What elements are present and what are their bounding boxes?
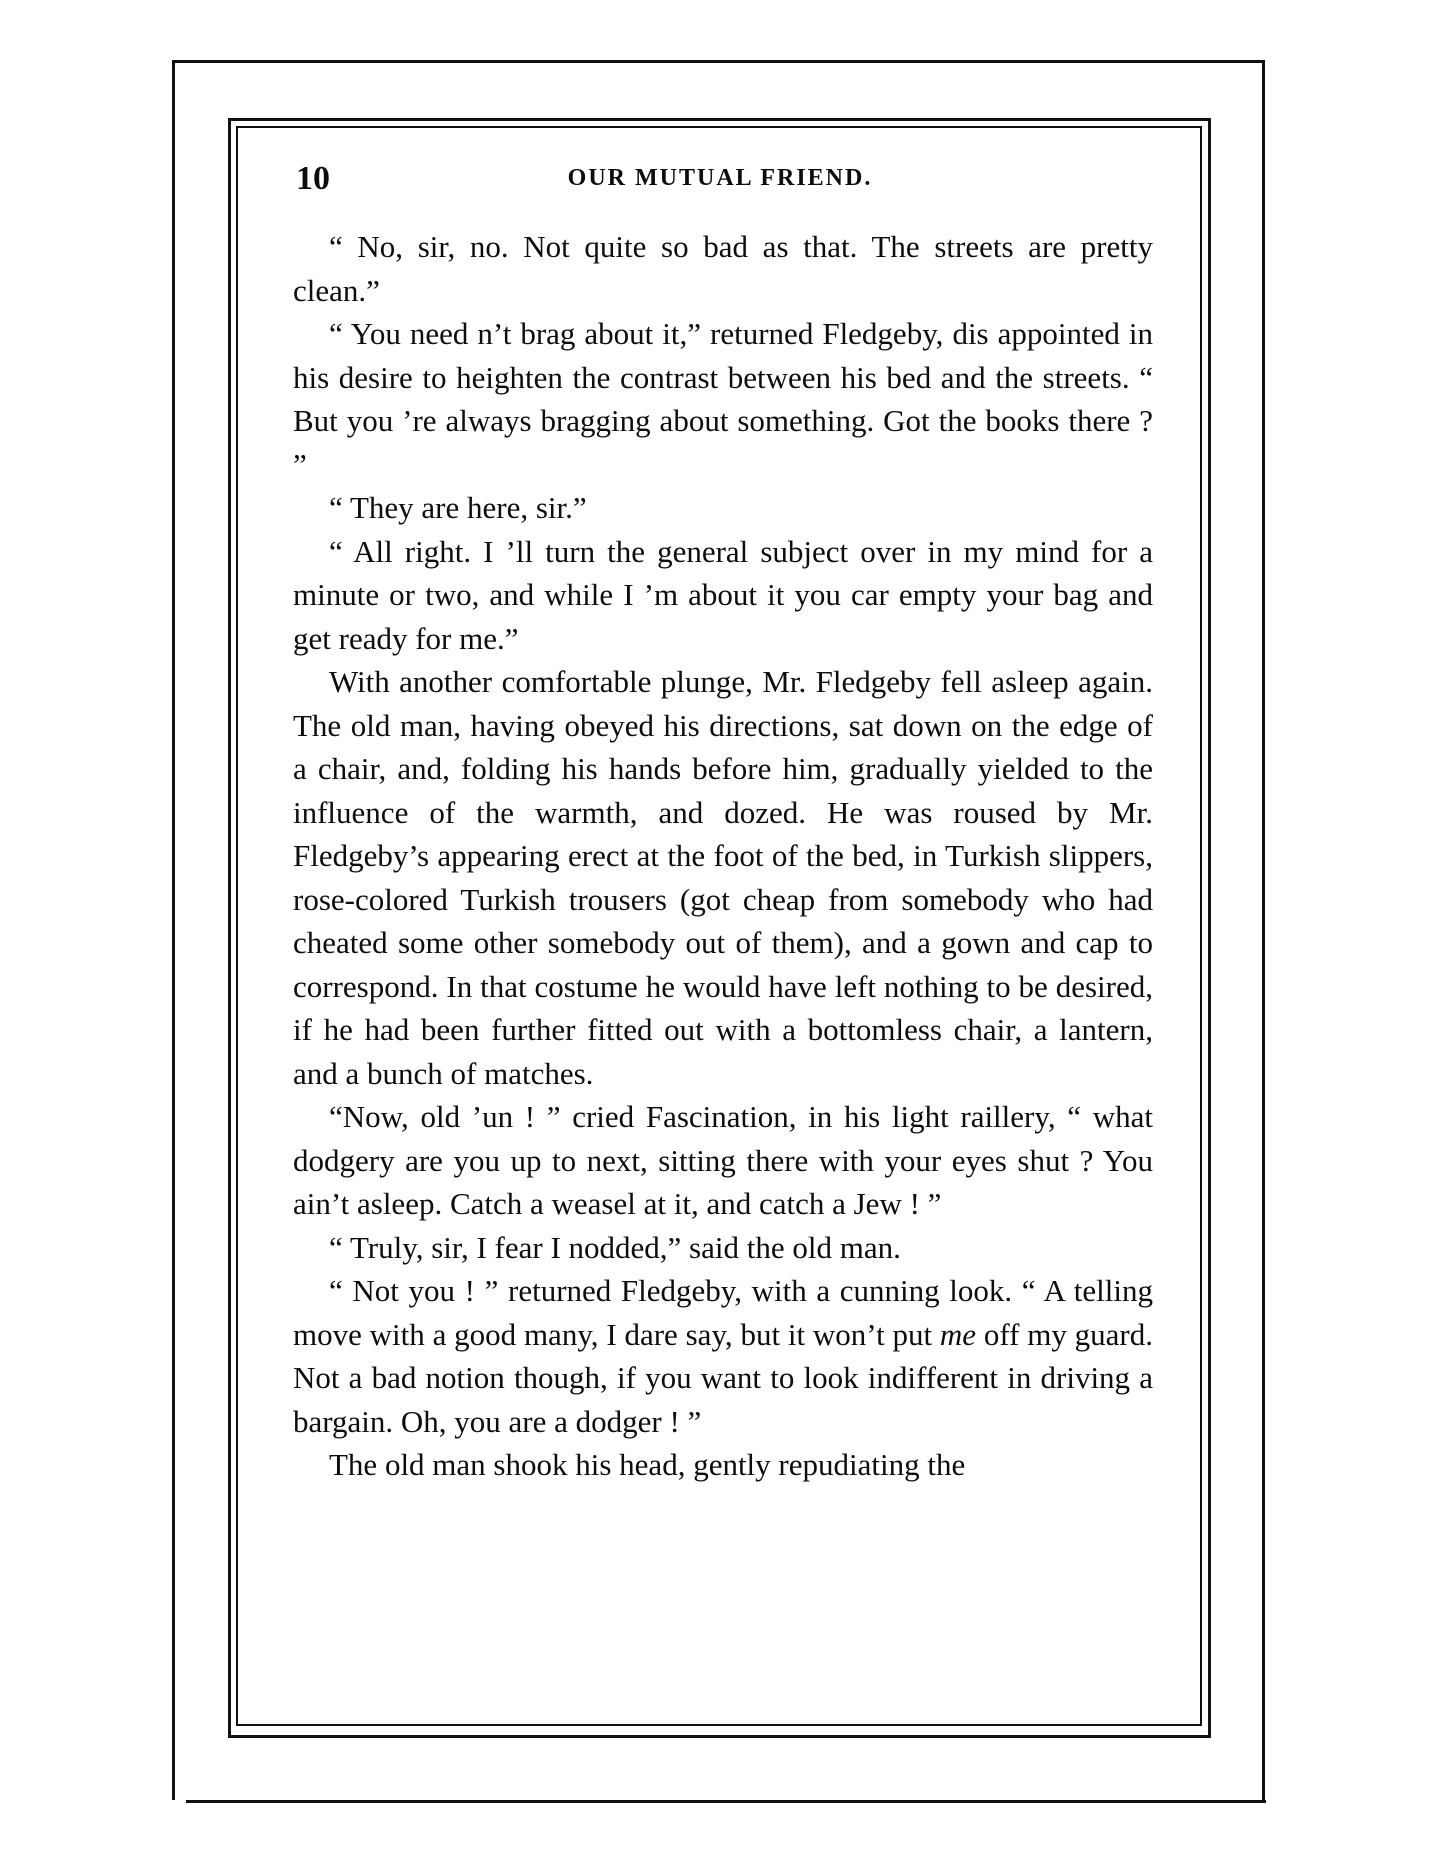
paragraph: “ They are here, sir.” bbox=[329, 490, 587, 525]
emphasized-word: me bbox=[939, 1316, 977, 1352]
inner-frame-left-2 bbox=[236, 126, 238, 1726]
page-number: 10 bbox=[296, 160, 330, 197]
inner-frame-left bbox=[228, 118, 231, 1738]
body-text bbox=[293, 225, 1153, 1487]
paragraph: “ No, sir, no. Not quite so bad as that. The streets are pretty clean.” bbox=[293, 229, 1153, 308]
paragraph-text: “ Not you ! ” returned Fledgeby, with a cunning look. “ A telling move with a good many, I dare say, but it won’t put bbox=[293, 1273, 1153, 1352]
inner-frame-top-2 bbox=[236, 126, 1202, 128]
running-title: OUR MUTUAL FRIEND. bbox=[567, 165, 873, 191]
paragraph: “ Truly, sir, I fear I nodded,” said the old man. bbox=[329, 1229, 901, 1265]
paragraph: “ You need n’t brag about it,” returned Fledgeby, dis appointed in his desire to heighten the contrast between his bed and the streets. “ But you ’re always bragging about something. Got the books there ? ” bbox=[293, 316, 1153, 482]
outer-frame-bottom bbox=[186, 1800, 1266, 1803]
outer-frame-left bbox=[172, 60, 175, 1800]
paragraph: “Now, old ’un ! ” cried Fascination, in his light raillery, “ what dodgery are you up to next, sitting there with your eyes shut ? You ain’t asleep. Catch a weasel at it, and catch a Jew ! ” bbox=[293, 1099, 1153, 1221]
paragraph: The old man shook his head, gently repudiating the bbox=[329, 1447, 966, 1482]
inner-frame-right-2 bbox=[1208, 118, 1211, 1738]
paragraph-text: off my guard. Not a bad notion though, if you want to look indifferent in driving a bargain. Oh, you are a dodger ! ” bbox=[293, 1316, 1153, 1439]
running-head bbox=[290, 160, 1150, 204]
paragraph bbox=[293, 1269, 1153, 1443]
inner-frame-right bbox=[1200, 126, 1202, 1726]
paragraph: “ All right. I ’ll turn the general subject over in my mind for a minute or two, and while I ’m about it you car empty your bag and get ready for me.” bbox=[293, 533, 1153, 656]
outer-frame-top bbox=[172, 60, 1264, 63]
inner-frame-bottom bbox=[236, 1724, 1202, 1726]
inner-frame-bottom-2 bbox=[228, 1735, 1210, 1738]
outer-frame-right bbox=[1262, 60, 1265, 1802]
paragraph: With another comfortable plunge, Mr. Fledgeby fell asleep again. The old man, having obeyed his directions, sat down on the edge of a chair, and, folding his hands before him, gradually yielded to the influence of the warmth, and dozed. He was roused by Mr. Fledgeby’s appearing erect at the foot of the bed, in Turkish slippers, rose-colored Turkish trousers (got cheap from somebody who had cheated some other somebody out of them), and a gown and cap to correspond. In that costume he would have left nothing to be desired, if he had been further fitted out with a bottomless chair, a lantern, and a bunch of matches. bbox=[293, 664, 1153, 1091]
inner-frame-top bbox=[228, 118, 1208, 121]
